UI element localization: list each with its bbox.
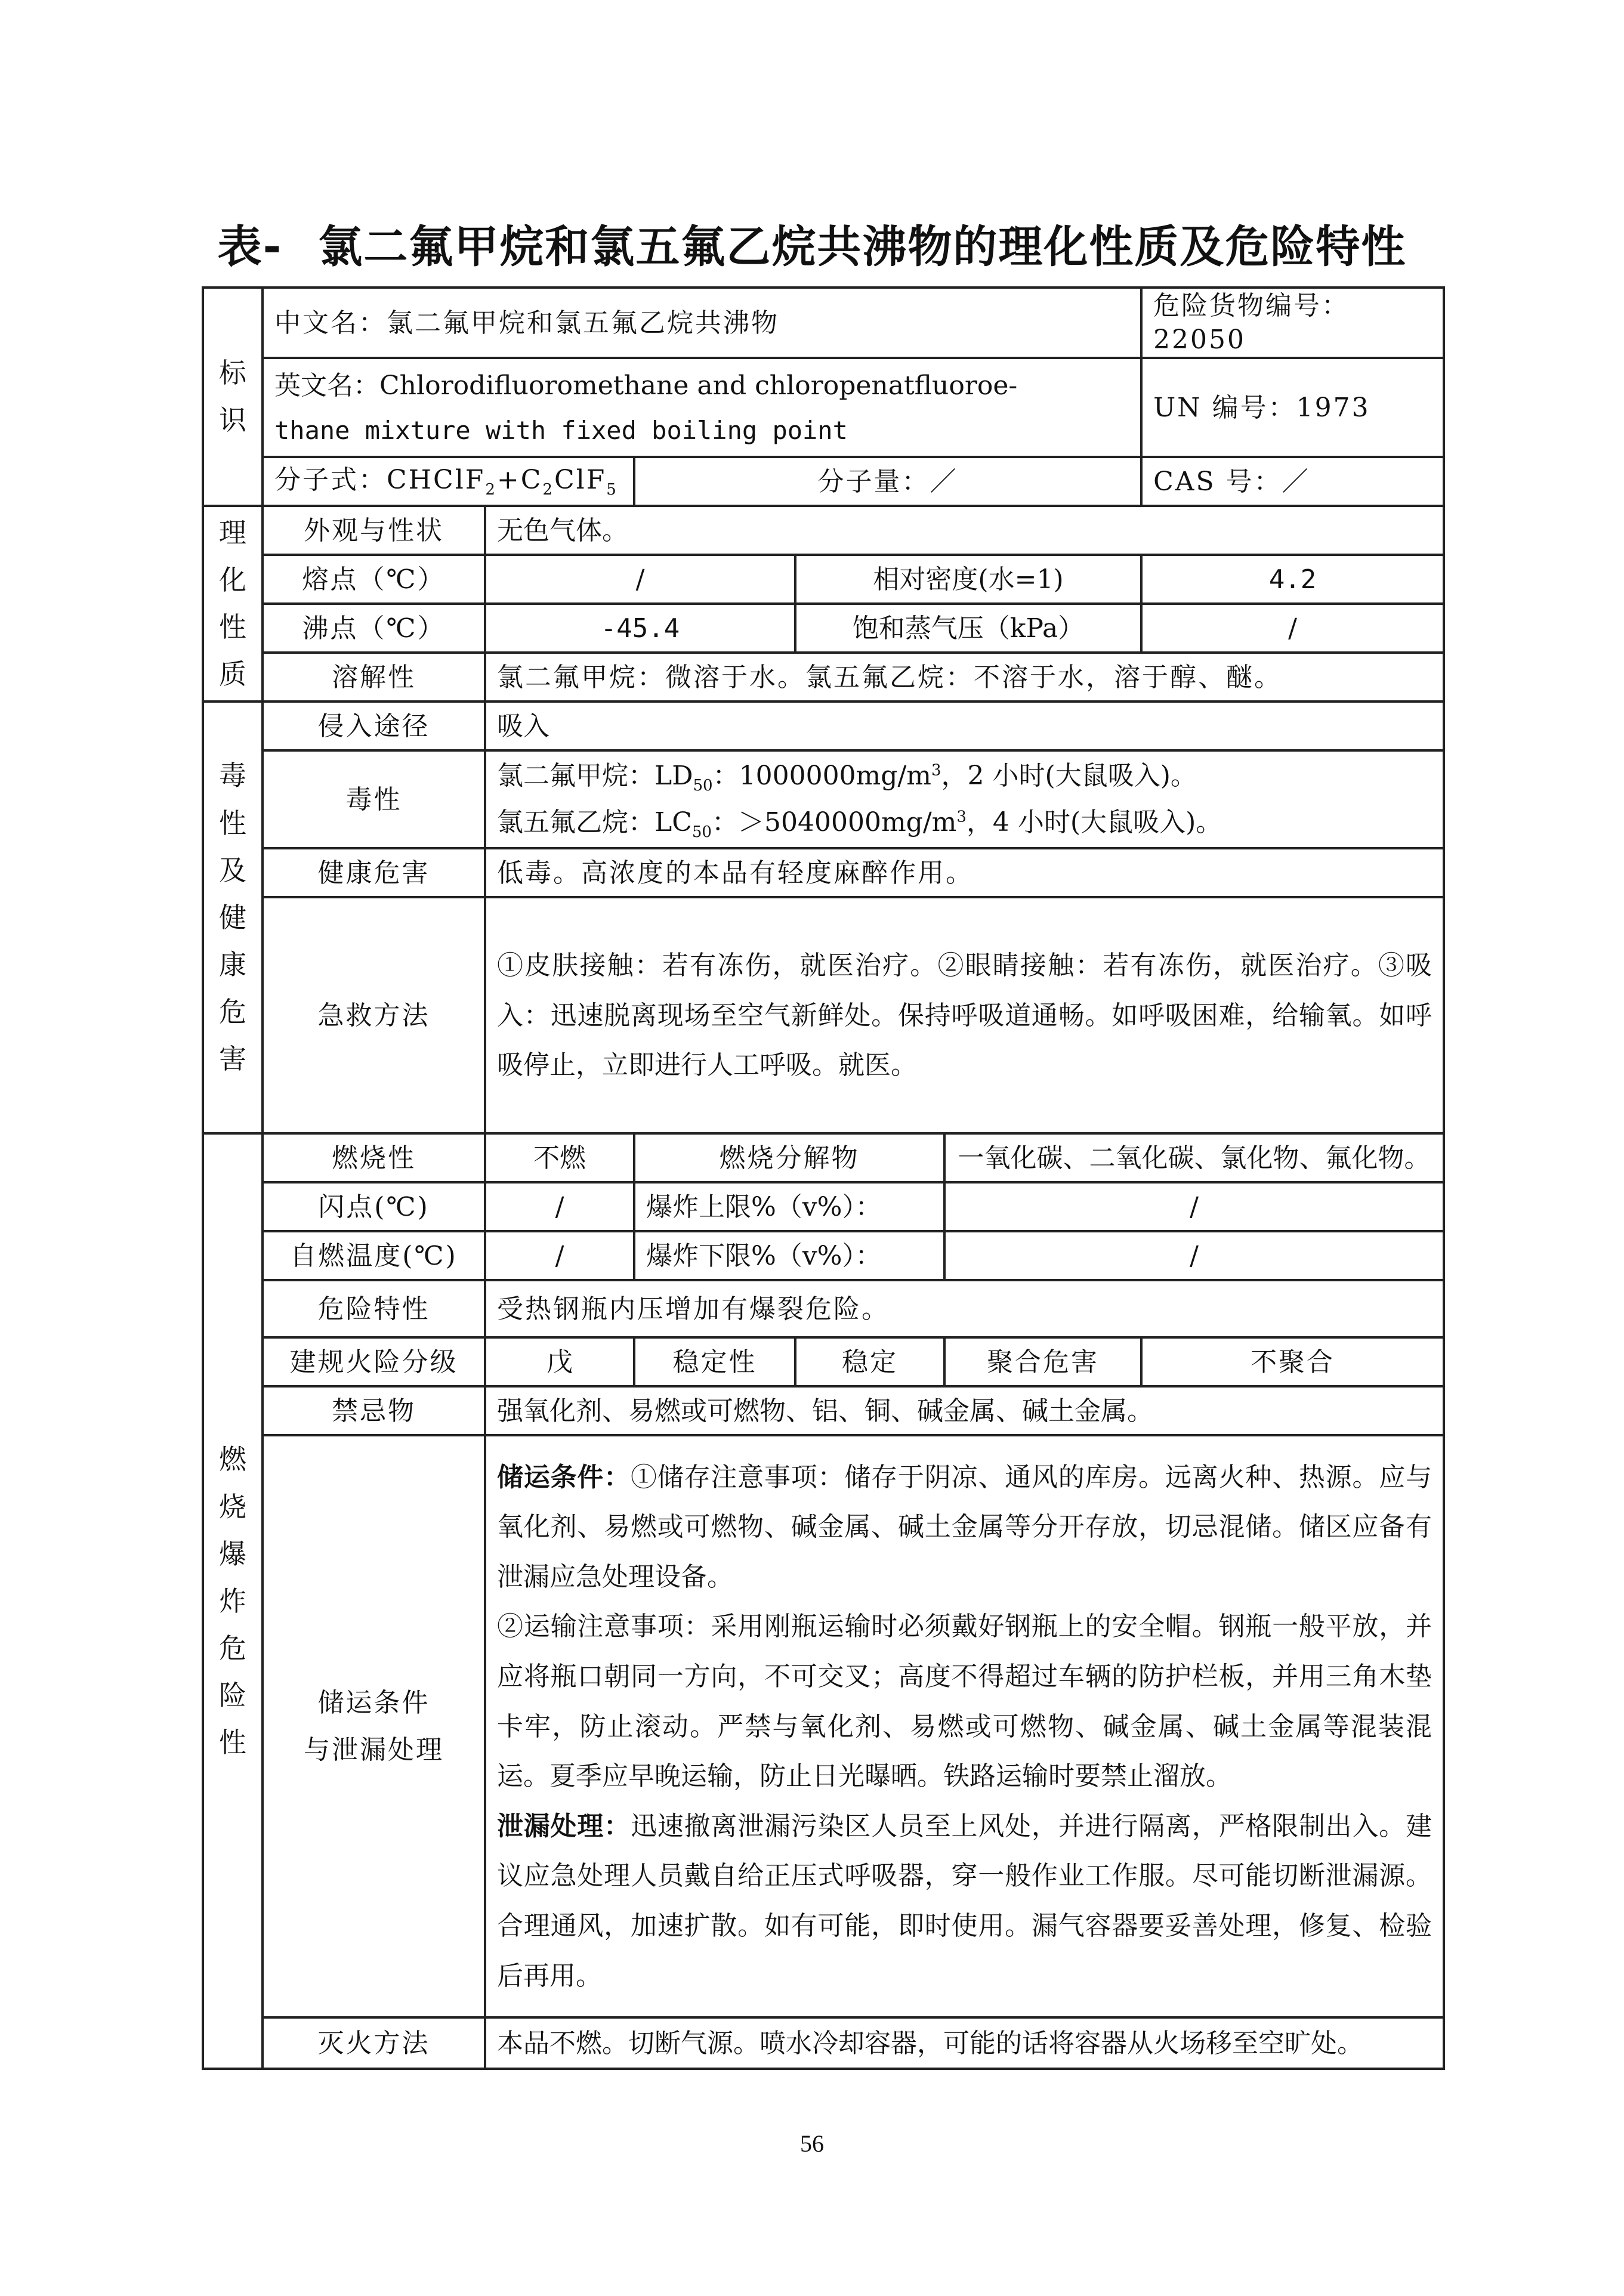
storage-paragraph-1: 储运条件：①储存注意事项：储存于阴凉、通风的库房。远离火种、热源。应与氧化剂、易燃或可燃物、碱金属、碱土金属等分开存放，切忌混储。储区应备有泄漏应急处理设备。 [497,1461,1432,1592]
autoignition-value: / [485,1231,634,1280]
section-toxicity: 毒性及健康危害 [203,702,263,1133]
incompatibles-label: 禁忌物 [263,1386,485,1435]
extinguish-label: 灭火方法 [263,2017,485,2069]
health-label: 健康危害 [263,848,485,897]
un-number: UN 编号：1973 [1141,358,1444,457]
cn-name: 中文名：氯二氟甲烷和氯五氟乙烷共沸物 [263,288,1141,358]
melting-value: / [485,555,795,604]
density-label: 相对密度(水=1) [795,555,1141,604]
title-text: 氯二氟甲烷和氯五氟乙烷共沸物的理化性质及危险特性 [318,221,1407,273]
storage-value [485,1435,1444,2017]
cas-number: CAS 号：／ [1141,457,1444,506]
danger-value: 受热钢瓶内压增加有爆裂危险。 [485,1280,1444,1337]
decomposition-value: 一氧化碳、二氧化碳、氯化物、氟化物。 [944,1133,1444,1182]
vapor-pressure-value: / [1141,604,1444,653]
autoignition-label: 自燃温度(℃) [263,1231,485,1280]
flash-point-label: 闪点(℃) [263,1182,485,1231]
boiling-value: -45.4 [485,604,795,653]
route-value: 吸入 [485,702,1444,750]
storage-heading: 储运条件： [497,1461,631,1492]
toxicity-line-1: 氯二氟甲烷：$LD_{50}$：$1000000mg/m^3$，2 小时(大鼠吸入)。 [497,761,1197,795]
appearance-label: 外观与性状 [263,506,485,555]
leak-heading: 泄漏处理： [497,1810,631,1841]
fire-class-label: 建规火险分级 [263,1337,485,1386]
boiling-label: 沸点（℃） [263,604,485,653]
page-title [0,212,1624,275]
melting-label: 熔点（℃） [263,555,485,604]
dangerous-goods-no: 危险货物编号：22050 [1141,288,1444,358]
lower-limit-label: 爆炸下限%（v%）： [634,1231,944,1280]
stability-value: 稳定 [795,1337,944,1386]
storage-paragraph-2: ②运输注意事项：采用刚瓶运输时必须戴好钢瓶上的安全帽。钢瓶一般平放，并应将瓶口朝同一方向，不可交叉；高度不得超过车辆的防护栏板，并用三角木垫卡牢，防止滚动。严禁与氧化剂、易燃或可燃物、碱金属、碱土金属等混装混运。夏季应早晚运输，防止日光曝晒。铁路运输时要禁止溜放。 [497,1611,1432,1792]
leak-paragraph: 泄漏处理：迅速撤离泄漏污染区人员至上风处，并进行隔离，严格限制出入。建议应急处理人员戴自给正压式呼吸器，穿一般作业工作服。尽可能切断泄漏源。合理通风，加速扩散。如有可能，即时使用。漏气容器要妥善处理，修复、检验后再用。 [497,1810,1432,1991]
storage-label [263,1435,485,2017]
first-aid-label: 急救方法 [263,897,485,1133]
title-prefix: 表- [217,221,283,273]
health-value: 低毒。高浓度的本品有轻度麻醉作用。 [485,848,1444,897]
en-name-line2: thane mixture with fixed boiling point [274,416,848,446]
first-aid-value: ①皮肤接触：若有冻伤，就医治疗。②眼睛接触：若有冻伤，就医治疗。③吸入：迅速脱离现场至空气新鲜处。保持呼吸道通畅。如呼吸困难，给输氧。如呼吸停止，立即进行人工呼吸。就医。 [485,897,1444,1133]
polymerization-label: 聚合危害 [944,1337,1141,1386]
en-name [263,358,1141,457]
upper-limit-value: / [944,1182,1444,1231]
toxicity-label: 毒性 [263,750,485,848]
incompatibles-value: 强氧化剂、易燃或可燃物、铝、铜、碱金属、碱土金属。 [485,1386,1444,1435]
vapor-pressure-label: 饱和蒸气压（kPa） [795,604,1141,653]
appearance-value: 无色气体。 [485,506,1444,555]
section-hazard: 燃烧爆炸危险性 [203,1133,263,2069]
flash-point-value: / [485,1182,634,1231]
stability-label: 稳定性 [634,1337,795,1386]
section-identification: 标识 [203,288,263,506]
solubility-value: 氯二氟甲烷：微溶于水。氯五氟乙烷：不溶于水，溶于醇、醚。 [485,653,1444,702]
flammability-label: 燃烧性 [263,1133,485,1182]
upper-limit-label: 爆炸上限%（v%）： [634,1182,944,1231]
polymerization-value: 不聚合 [1141,1337,1444,1386]
extinguish-value: 本品不燃。切断气源。喷水冷却容器，可能的话将容器从火场移至空旷处。 [485,2017,1444,2069]
toxicity-line-2: 氯五氟乙烷：$LC_{50}$：$>5040000mg/m^3$，4 小时(大鼠吸入)。 [497,807,1222,842]
fire-class-value: 戊 [485,1337,634,1386]
storage-label-line2: 与泄漏处理 [304,1735,444,1766]
section-physchem: 理化性质 [203,506,263,702]
danger-label: 危险特性 [263,1280,485,1337]
molecular-weight: 分子量：／ [634,457,1141,506]
molecular-formula: 分子式：$CHClF_2+C_2ClF_5$ [263,457,634,506]
property-table [202,286,1445,2070]
route-label: 侵入途径 [263,702,485,750]
flammability-value: 不燃 [485,1133,634,1182]
en-name-line1: 英文名：Chlorodifluoromethane and chloropenatfluoroe- [274,370,1018,401]
decomposition-label: 燃烧分解物 [634,1133,944,1182]
page-number: 56 [800,2130,824,2157]
toxicity-value [485,750,1444,848]
solubility-label: 溶解性 [263,653,485,702]
density-value: 4.2 [1141,555,1444,604]
storage-label-line1: 储运条件 [317,1688,430,1719]
lower-limit-value: / [944,1231,1444,1280]
